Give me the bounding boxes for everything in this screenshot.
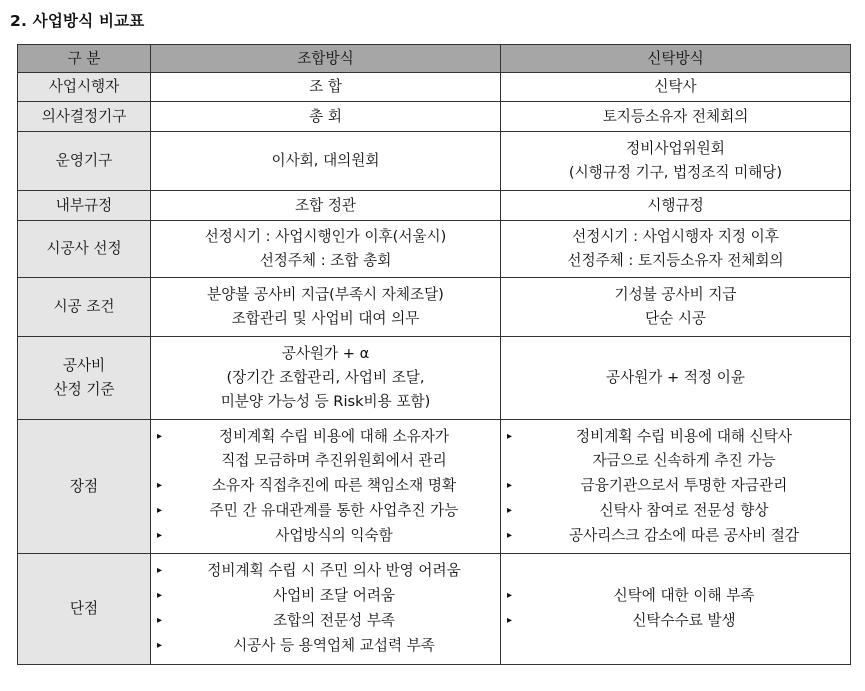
list-item-text: 시공사 등 용역업체 교섭력 부족 <box>233 636 435 654</box>
cell-line: 조합관리 및 사업비 대여 의무 <box>231 310 420 327</box>
comparison-table <box>17 44 851 665</box>
cell-line: 공사비 <box>62 357 106 374</box>
cell-union-decision: 총 회 <box>151 102 501 132</box>
bullet-list <box>155 425 496 549</box>
list-item <box>155 474 496 499</box>
list-item-text: 신탁에 대한 이해 부족 <box>613 587 755 605</box>
cell-line: 산정 기준 <box>53 381 115 398</box>
cell-line: 선정주체 : 토지등소유자 전체회의 <box>567 252 784 269</box>
table-row <box>18 554 851 665</box>
row-label-decision: 의사결정기구 <box>18 102 151 132</box>
cell-union-conditions <box>151 278 501 337</box>
cell-union-selection <box>151 221 501 278</box>
bullet-marker-icon: ▸ <box>157 615 163 626</box>
cell-line: (장기간 조합관리, 사업비 조달, <box>226 369 425 386</box>
cell-trust-conditions <box>501 278 851 337</box>
table-row <box>18 73 851 102</box>
cell-line: 공사원가 + α <box>281 345 370 362</box>
list-item <box>155 609 496 634</box>
table-row <box>18 278 851 337</box>
header-category: 구 분 <box>18 45 151 73</box>
list-item-text: 신탁사 참여로 전문성 향상 <box>599 501 769 519</box>
cell-union-organ: 이사회, 대의원회 <box>151 132 501 191</box>
bullet-marker-icon: ▸ <box>507 615 513 626</box>
cell-trust-pros <box>501 420 851 554</box>
list-item <box>155 559 496 584</box>
cell-trust-selection <box>501 221 851 278</box>
cell-line: (시행규정 기구, 법정조직 미해당) <box>568 164 783 181</box>
cell-trust-rules: 시행규정 <box>501 191 851 221</box>
list-item-text: 금융기관으로서 투명한 자금관리 <box>580 477 788 495</box>
list-item <box>505 584 846 609</box>
cell-line: 선정시기 : 사업시행인가 이후(서울시) <box>204 228 447 245</box>
section-title: 2. 사업방식 비교표 <box>10 12 145 30</box>
row-label-cost <box>18 337 151 420</box>
row-label-selection: 시공사 선정 <box>18 221 151 278</box>
list-item <box>505 449 846 474</box>
bullet-marker-icon: ▸ <box>507 529 513 541</box>
bullet-marker-icon: ▸ <box>157 430 163 442</box>
row-label-organ: 운영기구 <box>18 132 151 191</box>
bullet-marker-icon: ▸ <box>157 565 163 577</box>
list-item-text: 정비계획 수립 시 주민 의사 반영 어려움 <box>207 562 461 580</box>
list-item-text: 주민 간 유대관계를 통한 사업추진 가능 <box>209 501 459 519</box>
list-item <box>505 425 846 450</box>
list-item-text: 소유자 직접추진에 따른 책임소재 명확 <box>211 477 457 495</box>
list-item <box>505 609 846 634</box>
cell-trust-cons <box>501 554 851 665</box>
cell-line: 선정주체 : 조합 총회 <box>259 252 392 269</box>
bullet-list <box>505 425 846 549</box>
cell-trust-cost: 공사원가 + 적정 이윤 <box>501 337 851 420</box>
list-item-text: 신탁수수료 발생 <box>632 612 736 629</box>
list-item <box>155 499 496 524</box>
cell-union-cost <box>151 337 501 420</box>
bullet-marker-icon: ▸ <box>157 639 163 651</box>
cell-line: 단순 시공 <box>644 310 707 327</box>
bullet-marker-icon: ▸ <box>507 504 513 516</box>
row-label-cons: 단점 <box>18 554 151 665</box>
cell-trust-operator: 신탁사 <box>501 73 851 102</box>
list-item-text: 자금으로 신속하게 추진 가능 <box>592 452 776 470</box>
table-row <box>18 191 851 221</box>
bullet-marker-icon: ▸ <box>507 480 513 492</box>
bullet-marker-icon: ▸ <box>507 430 513 442</box>
bullet-marker-icon: ▸ <box>507 590 513 602</box>
list-item-text: 정비계획 수립 비용에 대해 소유자가 <box>218 427 450 445</box>
list-item-text: 정비계획 수립 비용에 대해 신탁사 <box>576 427 792 445</box>
list-item-text: 사업방식의 익숙함 <box>275 526 393 544</box>
bullet-marker-icon: ▸ <box>157 529 163 541</box>
bullet-marker-icon: ▸ <box>157 504 163 516</box>
list-item-text: 조합의 전문성 부족 <box>272 612 396 629</box>
list-item <box>155 524 496 549</box>
table-row <box>18 102 851 132</box>
table-row <box>18 337 851 420</box>
list-item <box>155 634 496 659</box>
bullet-marker-icon: ▸ <box>157 590 163 602</box>
cell-union-pros <box>151 420 501 554</box>
list-item <box>155 425 496 450</box>
row-label-pros: 장점 <box>18 420 151 554</box>
cell-line: 정비사업위원회 <box>626 140 725 157</box>
bullet-list <box>505 584 846 634</box>
bullet-list <box>155 559 496 658</box>
cell-line: 미분양 가능성 등 Risk비용 포함) <box>220 393 431 410</box>
table-row <box>18 221 851 278</box>
list-item <box>505 474 846 499</box>
table-row <box>18 420 851 554</box>
table-header-row <box>18 45 851 73</box>
cell-trust-decision: 토지등소유자 전체회의 <box>501 102 851 132</box>
cell-line: 기성불 공사비 지급 <box>614 286 737 303</box>
row-label-rules: 내부규정 <box>18 191 151 221</box>
cell-union-operator: 조 합 <box>151 73 501 102</box>
header-union: 조합방식 <box>151 45 501 73</box>
header-trust: 신탁방식 <box>501 45 851 73</box>
table-row <box>18 132 851 191</box>
bullet-marker-icon: ▸ <box>157 480 163 492</box>
list-item-text: 공사리스크 감소에 따른 공사비 절감 <box>568 526 800 544</box>
list-item <box>155 449 496 474</box>
list-item <box>155 584 496 609</box>
list-item-text: 사업비 조달 어려움 <box>272 587 396 605</box>
cell-trust-organ <box>501 132 851 191</box>
row-label-operator: 사업시행자 <box>18 73 151 102</box>
list-item <box>505 524 846 549</box>
row-label-conditions: 시공 조건 <box>18 278 151 337</box>
cell-union-rules: 조합 정관 <box>151 191 501 221</box>
cell-line: 분양불 공사비 지급(부족시 자체조달) <box>207 286 444 303</box>
cell-line: 선정시기 : 사업시행자 지정 이후 <box>572 228 779 245</box>
cell-union-cons <box>151 554 501 665</box>
list-item-text: 직접 모금하며 추진위원회에서 관리 <box>221 452 447 470</box>
list-item <box>505 499 846 524</box>
